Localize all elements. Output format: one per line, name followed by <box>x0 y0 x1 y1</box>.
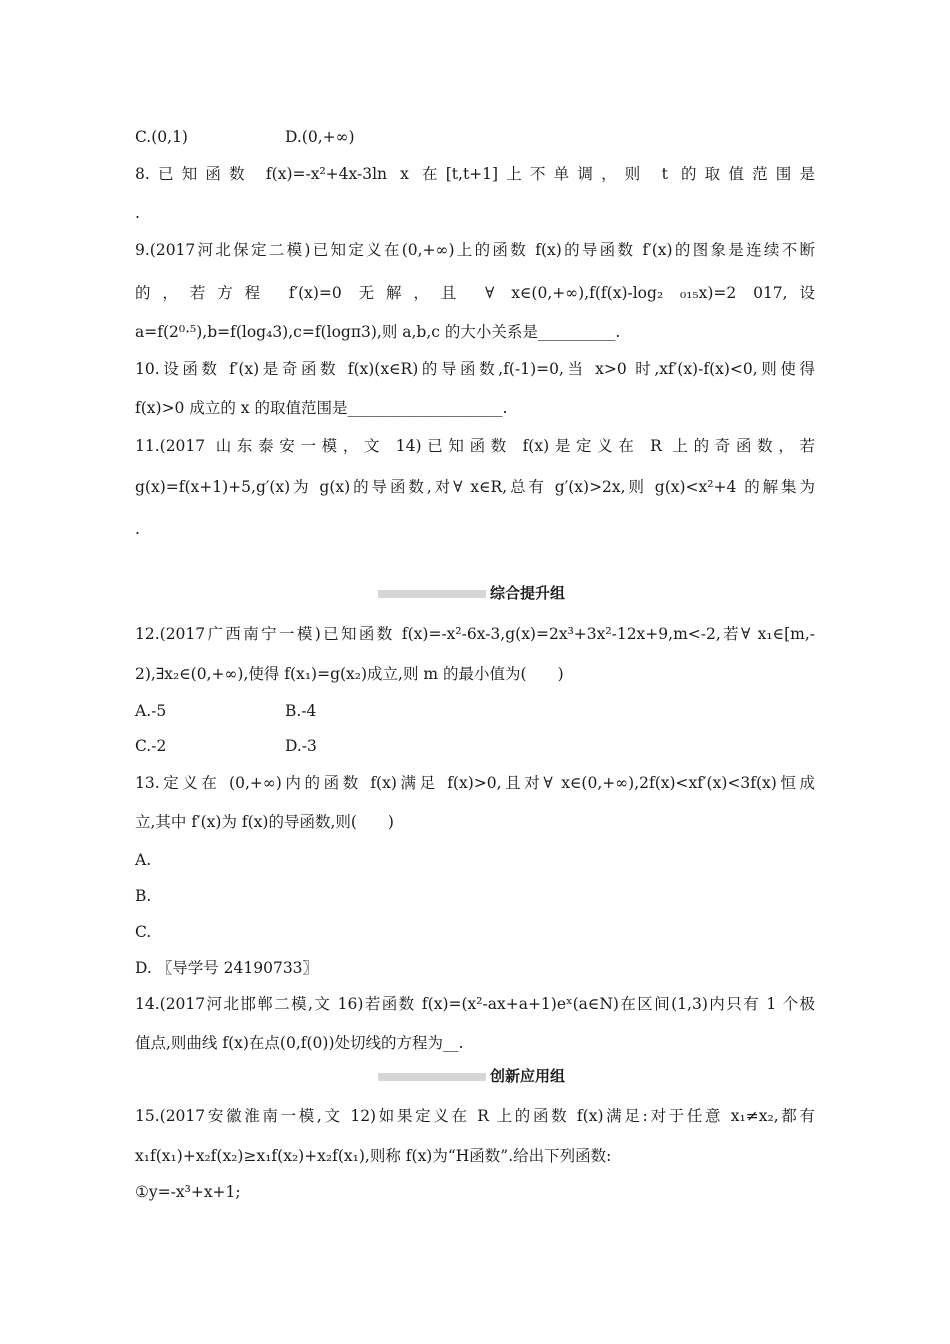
q13-option-a: A. <box>135 851 152 869</box>
option-d: D.(0,+∞) <box>285 128 355 146</box>
section-title: 综合提升组 <box>490 584 566 602</box>
question-14-line-2: 值点,则曲线 f(x)在点(0,f(0))处切线的方程为__. <box>135 1034 464 1052</box>
section-title: 创新应用组 <box>490 1067 566 1085</box>
option-c: C.(0,1) <box>135 128 188 146</box>
question-9-line-2: 的，若方程 f′(x)=0 无解，且 ∀ x∈(0,+∞),f(f(x)-log₂ ₀₁₅x)=2 017,设 <box>135 284 815 302</box>
option-c: C.-2 <box>135 737 167 755</box>
question-15-line-1: 15.(2017安徽淮南一模,文 12)如果定义在 R 上的函数 f(x)满足:对于任意 x₁≠x₂,都有 <box>135 1107 815 1125</box>
q13-option-b: B. <box>135 887 152 905</box>
question-8-end: . <box>135 204 140 222</box>
option-d: D.-3 <box>285 737 317 755</box>
question-10-line-1: 10.设函数 f′(x)是奇函数 f(x)(x∈R)的导函数,f(-1)=0,当 x>0 时,xf′(x)-f(x)<0,则使得 <box>135 360 815 378</box>
question-9-line-1: 9.(2017河北保定二模)已知定义在(0,+∞)上的函数 f(x)的导函数 f′(x)的图象是连续不断 <box>135 241 815 259</box>
question-9-line-3: a=f(2⁰·⁵),b=f(log₄3),c=f(logπ3),则 a,b,c 的大小关系是__________. <box>135 323 621 341</box>
section-bar <box>378 590 486 598</box>
q12-options-row-2 <box>135 735 815 757</box>
question-11-line-2: g(x)=f(x+1)+5,g′(x)为 g(x)的导函数,对∀ x∈R,总有 g′(x)>2x,则 g(x)<x²+4 的解集为 <box>135 478 815 496</box>
question-12-line-2: 2),∃x₂∈(0,+∞),使得 f(x₁)=g(x₂)成立,则 m 的最小值为( ) <box>135 665 564 683</box>
question-8: 8.已知函数 f(x)=-x²+4x-3ln x 在[t,t+1]上不单调，则 t 的取值范围是 <box>135 165 815 183</box>
question-11-line-1: 11.(2017 山东泰安一模，文 14)已知函数 f(x)是定义在 R 上的奇函数，若 <box>135 437 815 455</box>
question-15-line-2: x₁f(x₁)+x₂f(x₂)≥x₁f(x₂)+x₂f(x₁),则称 f(x)为“H函数”.给出下列函数: <box>135 1147 612 1165</box>
q12-options-row-1 <box>135 700 815 722</box>
section-bar <box>378 1073 486 1081</box>
q13-option-c: C. <box>135 923 152 941</box>
q7-options-row <box>135 126 815 148</box>
section-heading-comprehensive <box>378 582 608 604</box>
option-a: A.-5 <box>135 702 167 720</box>
question-10-line-2: f(x)>0 成立的 x 的取值范围是____________________. <box>135 399 508 417</box>
question-12-line-1: 12.(2017广西南宁一模)已知函数 f(x)=-x²-6x-3,g(x)=2x³+3x²-12x+9,m<-2,若∀ x₁∈[m,- <box>135 625 815 643</box>
q13-option-d: D. 〖导学号 24190733〗 <box>135 959 319 977</box>
question-11-end: . <box>135 520 140 538</box>
option-b: B.-4 <box>285 702 317 720</box>
question-13-line-2: 立,其中 f′(x)为 f(x)的导函数,则( ) <box>135 813 394 831</box>
section-heading-innovation <box>378 1065 608 1087</box>
question-14-line-1: 14.(2017河北邯郸二模,文 16)若函数 f(x)=(x²-ax+a+1)eˣ(a∈N)在区间(1,3)内只有 1 个极 <box>135 995 815 1013</box>
question-15-line-3: ①y=-x³+x+1; <box>135 1183 241 1201</box>
question-13-line-1: 13.定义在 (0,+∞)内的函数 f(x)满足 f(x)>0,且对∀ x∈(0,+∞),2f(x)<xf′(x)<3f(x)恒成 <box>135 774 815 792</box>
